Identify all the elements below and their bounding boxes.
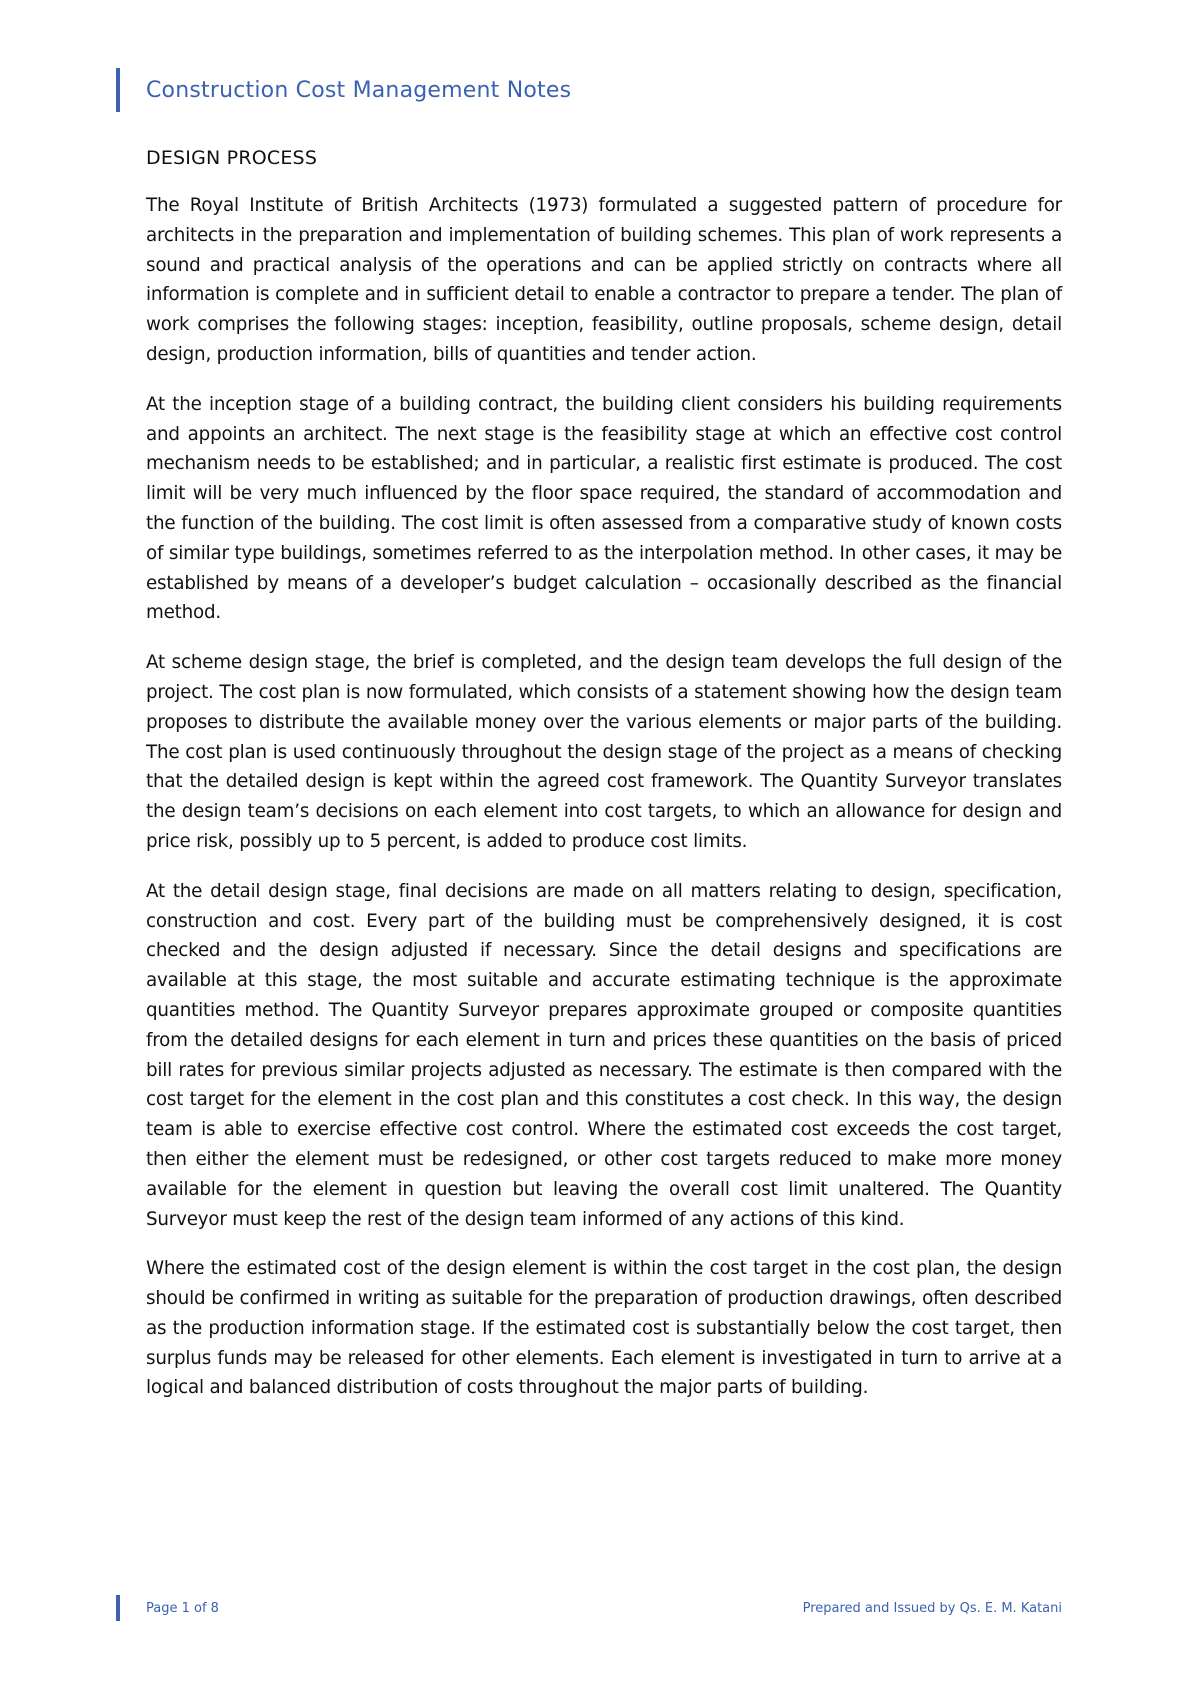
paragraph-production-information: Where the estimated cost of the design element is within the cost target in the cost plan, the design should be confirmed in writing as suitable for the preparation of production drawings, often described as the production information stage. If the estimated cost is substantially below the cost target, then surplus funds may be released for other elements. Each element is investigated in turn to arrive at a logical and balanced distribution of costs throughout the major parts of building. [146,1258,1062,1399]
page-footer [116,1595,1062,1621]
header-accent-bar [116,68,120,112]
paragraph-detail-design-stage: At the detail design stage, final decisions are made on all matters relating to design, specification, construction and cost. Every part of the building must be comprehensively designed, it is cost checked and the design adjusted if necessary. Since the detail designs and specifications are available at this stage, the most suitable and accurate estimating technique is the approximate quantities method. The Quantity Surveyor prepares approximate grouped or composite quantities from the detailed designs for each element in turn and prices these quantities on the basis of priced bill rates for previous similar projects adjusted as necessary. The estimate is then compared with the cost target for the element in the cost plan and this constitutes a cost check. In this way, the design team is able to exercise effective cost control. Where the estimated cost exceeds the cost target, then either the element must be redesigned, or other cost targets reduced to make more money available for the element in question but leaving the overall cost limit unaltered. The Quantity Surveyor must keep the rest of the design team informed of any actions of this kind. [146,880,1062,1230]
paragraph-scheme-design-stage: At scheme design stage, the brief is completed, and the design team develops the full design of the project. The cost plan is now formulated, which consists of a statement showing how the design team proposes to distribute the available money over the various elements or major parts of the building. The cost plan is used continuously throughout the design stage of the project as a means of checking that the detailed design is kept within the agreed cost framework. The Quantity Surveyor translates the design team’s decisions on each element into cost targets, to which an allowance for design and price risk, possibly up to 5 percent, is added to produce cost limits. [146,652,1062,852]
paragraph-inception-stage: At the inception stage of a building contract, the building client considers his building requirements and appoints an architect. The next stage is the feasibility stage at which an effective cost control mechanism needs to be established; and in particular, a realistic first estimate is produced. The cost limit will be very much influenced by the floor space required, the standard of accommodation and the function of the building. The cost limit is often assessed from a comparative study of known costs of similar type buildings, sometimes referred to as the interpolation method. In other cases, it may be established by means of a developer’s budget calculation – occasionally described as the financial method. [146,393,1062,624]
footer-accent-bar [116,1595,120,1621]
page-header [116,68,571,112]
header-title: Construction Cost Management Notes [146,77,572,103]
page-number: Page 1 of 8 [146,1600,219,1616]
paragraph-riba-plan-of-work: The Royal Institute of British Architects (1973) formulated a suggested pattern of procedure for architects in the preparation and implementation of building schemes. This plan of work represents a sound and practical analysis of the operations and can be applied strictly on contracts where all information is complete and in sufficient detail to enable a contractor to prepare a tender. The plan of work comprises the following stages: inception, feasibility, outline proposals, scheme design, detail design, production information, bills of quantities and tender action. [146,195,1062,365]
prepared-by: Prepared and Issued by Qs. E. M. Katani [802,1600,1062,1616]
section-heading: DESIGN PROCESS [146,147,318,169]
document-body [146,147,1062,1423]
